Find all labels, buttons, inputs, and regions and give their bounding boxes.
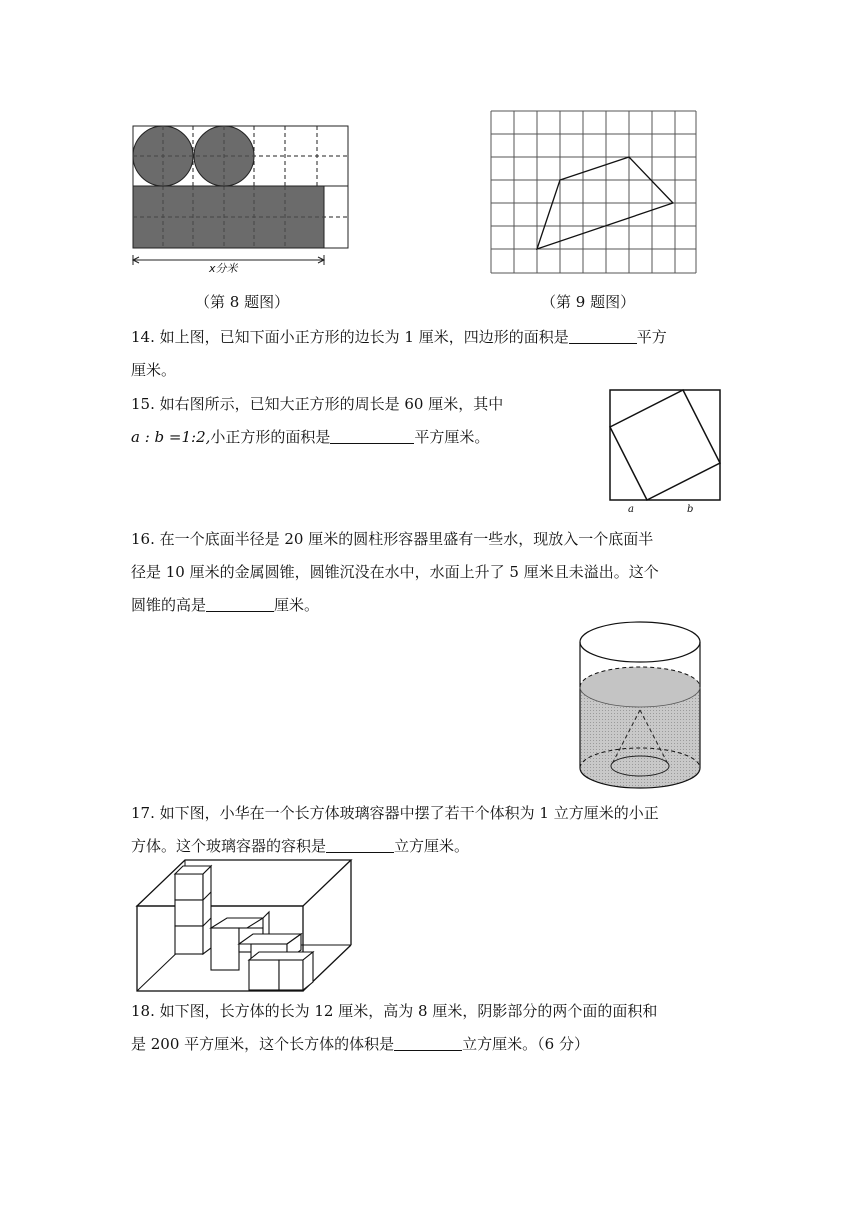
figure-17 (135, 858, 357, 994)
answer-blank[interactable] (206, 595, 274, 612)
question-18: 18. 如下图，长方体的长为 12 厘米，高为 8 厘米，阴影部分的两个面的面积和 是 200 平方厘米，这个长方体的体积是 立方厘米。（6 分） (131, 995, 731, 1061)
q16-text-2: 径是 10 厘米的金属圆锥，圆锥沉没在水中，水面上升了 5 厘米且未溢出。这个 (131, 563, 659, 581)
q14-text: 14. 如上图，已知下面小正方形的边长为 1 厘米，四边形的面积是 (131, 328, 569, 346)
q15-text: 15. 如右图所示，已知大正方形的周长是 60 厘米，其中 (131, 395, 504, 413)
x-dimension-label: x分米 (209, 262, 238, 275)
answer-blank[interactable] (330, 427, 414, 444)
figure-8 (131, 124, 353, 274)
q17-text-1: 17. 如下图，小华在一个长方体玻璃容器中摆了若干个体积为 1 立方厘米的小正 (131, 804, 659, 822)
question-15: 15. 如右图所示，已知大正方形的周长是 60 厘米，其中 a : b =1:2,小正方形的面积是 平方厘米。 (131, 388, 731, 454)
figure-15 (609, 389, 724, 505)
question-17: 17. 如下图，小华在一个长方体玻璃容器中摆了若干个体积为 1 立方厘米的小正 方体。这个玻璃容器的容积是 立方厘米。 (131, 797, 731, 863)
question-16: 16. 在一个底面半径是 20 厘米的圆柱形容器里盛有一些水，现放入一个底面半 径是 10 厘米的金属圆锥，圆锥沉没在水中，水面上升了 5 厘米且未溢出。这个 圆锥的高是 厘米。 (131, 523, 731, 622)
q16-text-1: 16. 在一个底面半径是 20 厘米的圆柱形容器里盛有一些水，现放入一个底面半 (131, 530, 654, 548)
figure-9 (490, 110, 698, 276)
q15-ratio: a : b =1:2, (131, 428, 211, 446)
q18-text-1: 18. 如下图，长方体的长为 12 厘米，高为 8 厘米，阴影部分的两个面的面积和 (131, 1002, 658, 1020)
answer-blank[interactable] (394, 1034, 462, 1051)
question-14: 14. 如上图，已知下面小正方形的边长为 1 厘米，四边形的面积是 平方 厘米。 (131, 321, 731, 387)
answer-blank[interactable] (569, 327, 637, 344)
answer-blank[interactable] (326, 836, 394, 853)
label-b: b (687, 504, 694, 515)
q14-text-2: 厘米。 (131, 361, 177, 379)
label-a: a (628, 504, 634, 515)
figure-8-caption: （第 8 题图） (195, 293, 290, 311)
figure-16 (578, 620, 702, 792)
figure-9-caption: （第 9 题图） (541, 293, 636, 311)
